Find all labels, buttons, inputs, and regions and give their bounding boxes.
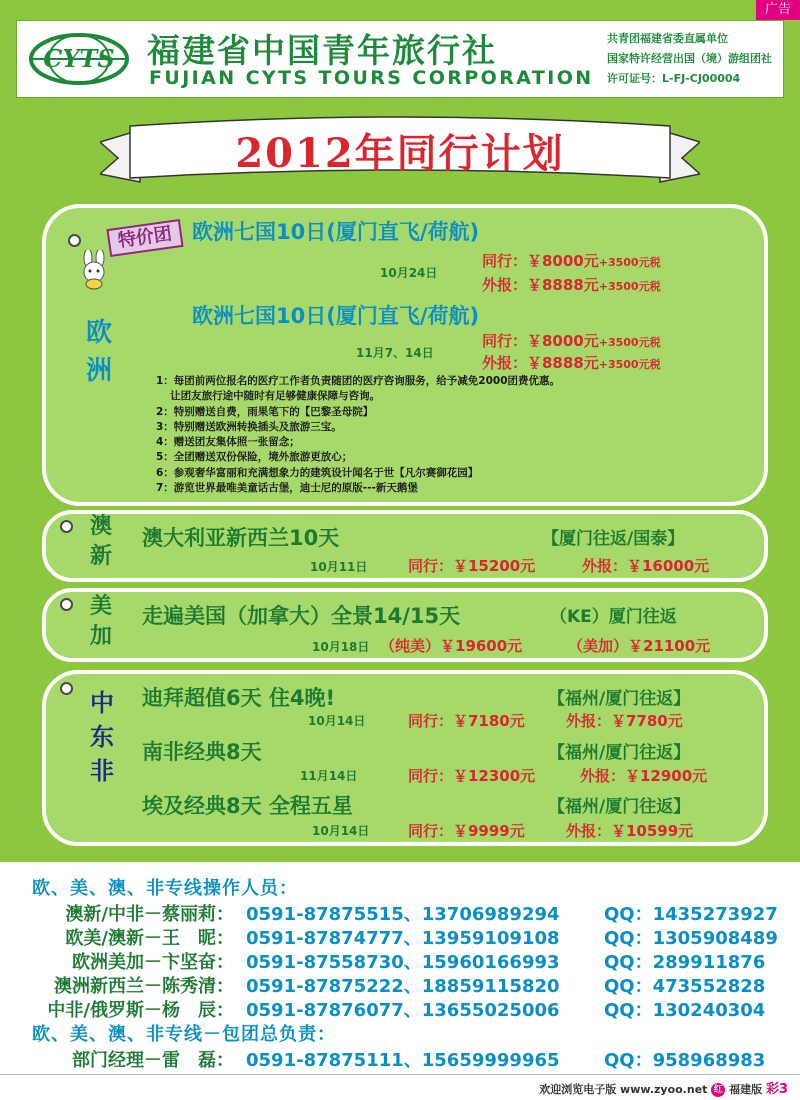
tour-date: 10月24日 [380, 266, 438, 280]
note-item: 1：每团前两位报名的医疗工作者负责随团的医疗咨询服务，给予减免2000团费优惠。 [156, 375, 561, 387]
page-title: 2012年同行计划 [235, 130, 565, 177]
edition-label: 福建版 [729, 1083, 763, 1096]
contact-name: 澳洲新西兰－陈秀清： [54, 976, 234, 997]
note-item: 6：参观奢华富丽和充满想象力的建筑设计闻名于世【凡尔赛御花园】 [156, 466, 479, 479]
title-banner [100, 112, 700, 190]
tour-date: 11月14日 [300, 769, 358, 783]
contact-phone: 0591-87876077、13655025006 [246, 1000, 560, 1021]
manager-row [0, 1046, 800, 1070]
contact-qq: QQ：1435273927 [604, 904, 778, 925]
peer-price: 同行：￥8000元+3500元税 [482, 332, 661, 350]
region-label-america: 美 加 [90, 594, 113, 649]
tour-route: 【福州/厦门往返】 [548, 797, 691, 817]
contact-name: 欧美/澳新－王 昵： [65, 928, 234, 949]
tour-date: 10月18日 [312, 640, 370, 654]
tour-route: 【厦门往返/国泰】 [542, 529, 685, 549]
company-name-cn: 福建省中国青年旅行社 [147, 31, 497, 70]
tour-route: 【福州/厦门往返】 [548, 743, 691, 763]
peer-price: 同行：￥9999元 [408, 822, 525, 840]
tour-title: 澳大利亚新西兰10天 [142, 526, 340, 550]
contact-name: 欧洲美加－卞坚奋： [72, 952, 234, 973]
peer-price: 同行：￥12300元 [408, 767, 536, 785]
info-line: 共青团福建省委直属单位 [607, 32, 728, 45]
bullet-icon [60, 520, 73, 533]
peer-price: 同行：￥15200元 [408, 557, 536, 575]
tour-date: 10月14日 [308, 714, 366, 728]
tour-route: 【福州/厦门往返】 [548, 689, 691, 709]
contact-qq: QQ：473552828 [604, 976, 766, 997]
price-usa: （纯美）￥19600元 [380, 637, 523, 655]
red-badge-icon: 红 [711, 1083, 725, 1097]
peer-price: 同行：￥8000元+3500元税 [482, 252, 661, 270]
contact-phone: 0591-87875222、18859115820 [246, 976, 560, 997]
footer-text: 欢迎浏览电子版 www.zyoo.net [539, 1083, 708, 1096]
contact-qq: QQ：130240304 [604, 1000, 766, 1021]
bullet-icon [60, 598, 73, 611]
cyts-logo-icon [27, 31, 131, 87]
contact-qq: QQ：958968983 [604, 1050, 766, 1071]
footer-divider [0, 1074, 800, 1075]
info-line: 国家特许经营出国（境）游组团社 [607, 52, 772, 65]
tour-title: 欧洲七国10日(厦门直飞/荷航) [192, 220, 480, 244]
note-item: 4：赠送团友集体照一张留念； [156, 436, 300, 449]
contact-name: 中非/俄罗斯－杨 辰： [47, 1000, 234, 1021]
retail-price: 外报：￥12900元 [580, 767, 708, 785]
tour-title: 迪拜超值6天 住4晚! [142, 686, 336, 710]
ad-tag: 广告 [756, 0, 800, 20]
contact-phone: 0591-87874777、13959109108 [246, 928, 560, 949]
contacts-heading: 欧、美、澳、非专线操作人员： [32, 878, 298, 899]
info-line: 许可证号：L-FJ-CJ00004 [607, 72, 741, 85]
tour-title: 南非经典8天 [142, 740, 262, 764]
tour-title: 欧洲七国10日(厦门直飞/荷航) [192, 304, 480, 328]
contact-row [0, 900, 800, 924]
page-number: 彩3 [765, 1082, 788, 1097]
region-label-mideast: 中 东 非 [90, 689, 114, 785]
contact-qq: QQ：289911876 [604, 952, 766, 973]
manager-heading: 欧、美、澳、非专线－包团总负责： [32, 1024, 336, 1045]
svg-text:CYTS: CYTS [43, 44, 115, 73]
tour-date: 11月7、14日 [356, 346, 434, 360]
retail-price: 外报：￥16000元 [582, 557, 710, 575]
special-offer-tag: 特价团 [106, 219, 183, 257]
tour-notes [156, 374, 560, 496]
contact-name: 部门经理－雷 磊： [72, 1050, 234, 1071]
contact-phone: 0591-87875515、13706989294 [246, 904, 560, 925]
contact-row [0, 972, 800, 996]
contact-name: 澳新/中非－蔡丽莉： [65, 904, 234, 925]
page-footer [539, 1078, 788, 1097]
note-item: 2：特别赠送自费，雨果笔下的【巴黎圣母院】 [156, 405, 374, 418]
region-label-aus: 澳 新 [90, 514, 113, 569]
rabbit-mascot-icon [76, 250, 114, 290]
contact-phone: 0591-87875111、15659999965 [246, 1050, 560, 1071]
tour-title: 埃及经典8天 全程五星 [142, 794, 353, 818]
peer-price: 同行：￥7180元 [408, 712, 525, 730]
contact-row [0, 924, 800, 948]
contact-row [0, 948, 800, 972]
contact-phone: 0591-87558730、15960166993 [246, 952, 560, 973]
price-usa-canada: （美加）￥21100元 [568, 637, 711, 655]
tour-date: 10月11日 [310, 560, 368, 574]
tour-title: 走遍美国（加拿大）全景14/15天 [142, 604, 461, 628]
note-item: 7：游览世界最唯美童话古堡，迪士尼的原版---新天鹅堡 [156, 482, 418, 495]
note-item: 3：特别赠送欧洲转换插头及旅游三宝。 [156, 420, 342, 433]
bullet-icon [60, 682, 73, 695]
tour-date: 10月14日 [312, 824, 370, 838]
tour-route: （KE）厦门往返 [550, 607, 677, 627]
region-label-europe: 欧 洲 [86, 318, 113, 386]
retail-price: 外报：￥10599元 [566, 822, 694, 840]
retail-price: 外报：￥8888元+3500元税 [482, 354, 661, 372]
retail-price: 外报：￥7780元 [566, 712, 683, 730]
contact-row [0, 996, 800, 1020]
note-item: 让团友旅行途中随时有足够健康保障与咨询。 [156, 390, 381, 403]
company-header [16, 20, 784, 98]
company-name-en: FUJIAN CYTS TOURS CORPORATION [149, 67, 594, 89]
note-item: 5：全团赠送双份保险，境外旅游更放心； [156, 451, 353, 464]
company-info [607, 29, 772, 89]
bullet-icon [68, 234, 81, 247]
contact-qq: QQ：1305908489 [604, 928, 778, 949]
retail-price: 外报：￥8888元+3500元税 [482, 276, 661, 294]
